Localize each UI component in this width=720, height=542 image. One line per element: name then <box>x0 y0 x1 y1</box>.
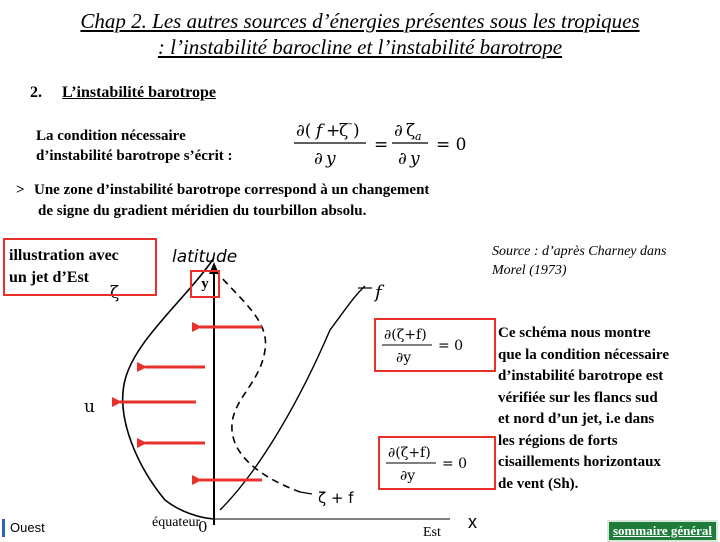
illustration-line-2: un jet d’Est <box>9 269 90 286</box>
bullet-line-2: de signe du gradient méridien du tourbillon absolu. <box>38 203 367 219</box>
x-axis-label: x <box>468 512 477 532</box>
explanation-line: d’instabilité barotrope est <box>498 368 664 384</box>
explanation-line: et nord d’un jet, i.e dans <box>498 411 655 427</box>
section-label: L’instabilité barotrope <box>62 84 216 101</box>
section-number: 2. <box>30 84 42 101</box>
svg-text:∂(ζ+f): ∂(ζ+f) <box>384 327 427 343</box>
ouest-link[interactable]: Ouest <box>2 519 45 537</box>
svg-text:∂: ∂ <box>394 121 403 141</box>
svg-text:∂y: ∂y <box>400 468 416 484</box>
svg-text:∂(: ∂( <box>296 121 312 141</box>
svg-text:= 0: = 0 <box>438 338 464 354</box>
svg-text:a: a <box>415 130 422 143</box>
latitude-label: latitude <box>172 247 238 267</box>
explanation-line: de vent (Sh). <box>498 475 579 492</box>
upper-condition-box <box>374 318 496 372</box>
illustration-box <box>3 238 157 296</box>
svg-text:∂(ζ+f): ∂(ζ+f) <box>388 445 431 461</box>
bullet-marker: > <box>16 182 25 198</box>
explanation-line: vérifiée sur les flancs sud <box>498 389 658 406</box>
y-axis-label: y <box>201 276 209 292</box>
explanation-line: Ce schéma nous montre <box>498 325 651 341</box>
svg-text:y: y <box>410 149 420 169</box>
est-label: Est <box>423 525 441 540</box>
svg-text:∂y: ∂y <box>396 350 412 366</box>
zeta-plus-f-label: ζ + f <box>318 489 354 507</box>
svg-text:= 0: = 0 <box>442 456 468 472</box>
svg-text:+: + <box>326 121 341 141</box>
condition-line-2: d’instabilité barotrope s’écrit : <box>36 148 233 164</box>
title-line-2: : l’instabilité barocline et l’instabilité barotrope <box>157 35 563 59</box>
svg-text:= 0: = 0 <box>436 135 467 155</box>
y-axis-label-box <box>190 270 220 298</box>
svg-text:=: = <box>374 135 389 155</box>
svg-text:ζ: ζ <box>406 121 416 141</box>
bullet-line-1: Une zone d’instabilité barotrope correspond à un changement <box>34 182 430 198</box>
u-label: u <box>84 397 95 417</box>
svg-text:–: – <box>347 117 353 130</box>
svg-text:ζ: ζ <box>339 121 349 141</box>
coriolis-f-line <box>220 286 365 510</box>
svg-text:∂: ∂ <box>314 149 323 169</box>
lower-condition-box <box>378 436 496 490</box>
svg-text:f: f <box>316 121 323 141</box>
explanation-line: que la condition nécessaire <box>498 346 669 363</box>
sommaire-general-button[interactable]: sommaire général <box>607 520 718 542</box>
zeta-label: ζ <box>110 283 120 303</box>
origin-label: 0 <box>198 518 208 536</box>
illustration-line-1: illustration avec <box>9 247 119 264</box>
explanation-text <box>498 323 716 495</box>
source-line-2: Morel (1973) <box>492 263 567 278</box>
f-label: f <box>375 282 382 303</box>
title-line-1: Chap 2. Les autres sources d’énergies présentes sous les tropiques <box>80 9 640 33</box>
equateur-label: équateur <box>152 515 201 530</box>
absolute-vorticity-curve <box>215 270 300 492</box>
svg-text:y: y <box>326 149 336 169</box>
svg-text:∂: ∂ <box>398 149 407 169</box>
source-line-1: Source : d’après Charney dans <box>492 244 667 259</box>
explanation-line: cisaillements horizontaux <box>498 454 661 470</box>
svg-text:): ) <box>353 121 360 141</box>
source-citation <box>492 242 712 280</box>
condition-line-1: La condition nécessaire <box>36 128 186 144</box>
explanation-line: les régions de forts <box>498 432 618 449</box>
